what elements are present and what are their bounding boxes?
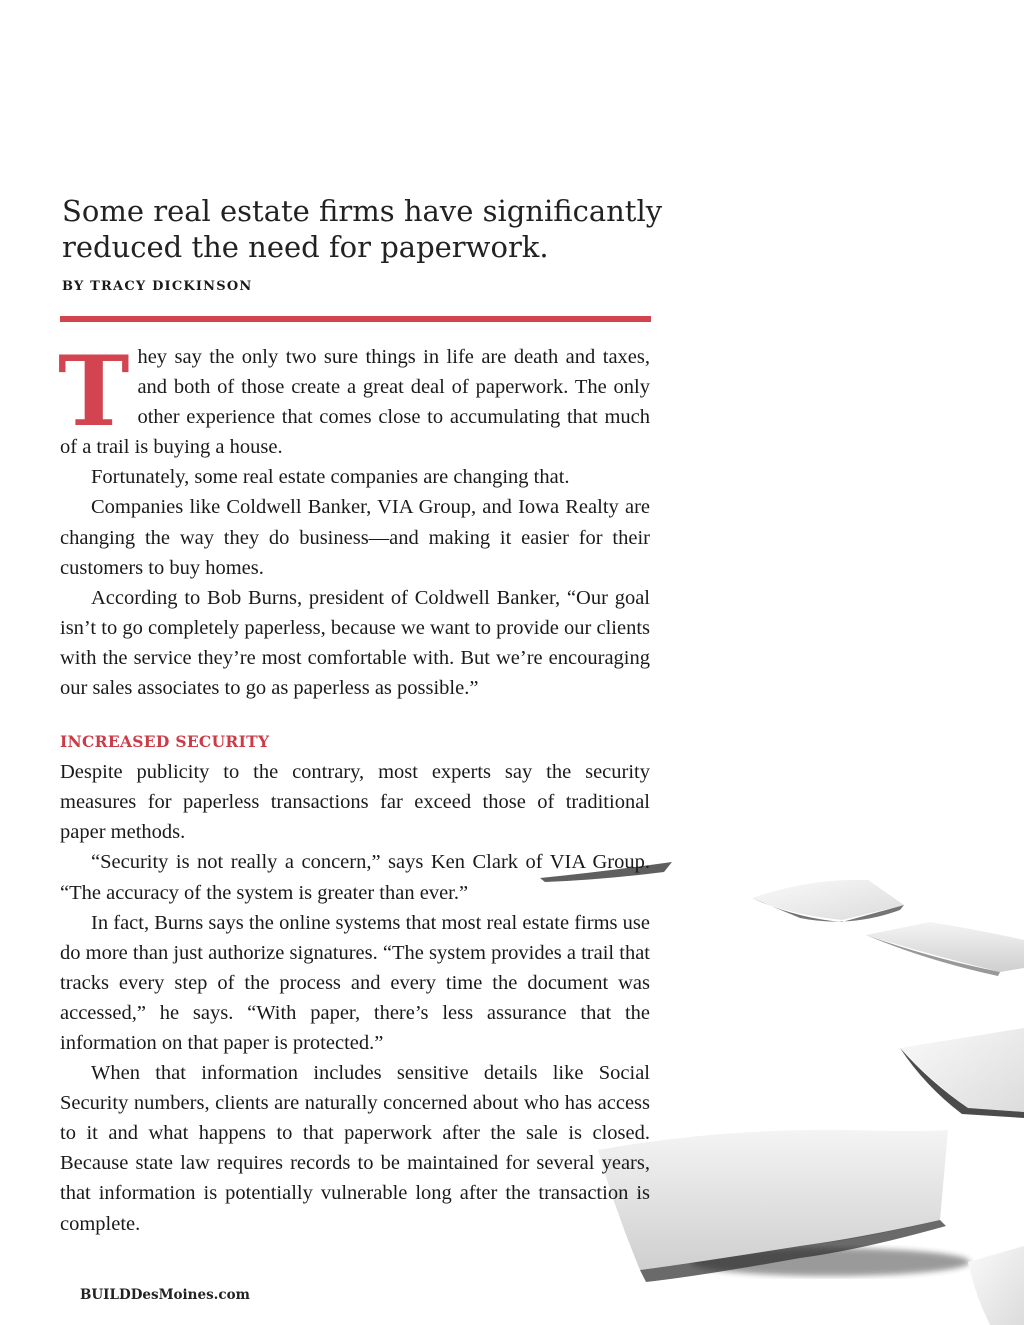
- paper-sheet: [752, 880, 904, 922]
- paragraph-8: When that information includes sensitive details like Social Security numbers, clients are naturally concerned about who has access to it and what happens to that paperwork after the sale is closed. Because state law requires records to be maintained for several years, that information is potentially vulnerable long after the transaction is complete.: [60, 1062, 650, 1235]
- dropcap-letter: T: [58, 335, 130, 448]
- paper-sheet: [866, 922, 1024, 976]
- paper-sheet: [968, 1246, 1024, 1325]
- accent-rule: [60, 316, 651, 322]
- paragraph-3: Companies like Coldwell Banker, VIA Group, and Iowa Realty are changing the way they do business—and making it easier for their customers to buy homes.: [60, 496, 650, 579]
- paragraph-7: In fact, Burns says the online systems that most real estate firms use do more than just authorize signatures. “The system provides a trail that tracks every step of the process and every time the document was accessed,” he says. “With paper, there’s less assurance that the information on that paper is protected.”: [60, 911, 650, 1054]
- section-subhead: INCREASED SECURITY: [60, 732, 270, 752]
- paper-sheet: [900, 1028, 1024, 1118]
- paragraph-6: “Security is not really a concern,” says Ken Clark of VIA Group. “The accuracy of the system is greater than ever.”: [60, 851, 650, 904]
- footer-url: BUILDDesMoines.com: [80, 1287, 250, 1303]
- headline: Some real estate firms have significantly reduced the need for paperwork.: [62, 194, 663, 264]
- paragraph-2: Fortunately, some real estate companies are changing that.: [91, 466, 570, 489]
- article-body: [58, 335, 650, 1239]
- paper-sheet: [598, 1130, 970, 1282]
- byline: BY TRACY DICKINSON: [62, 279, 253, 294]
- paragraph-1: [58, 335, 650, 462]
- paragraph-5: Despite publicity to the contrary, most experts say the security measures for paperless transactions far exceed those of traditional paper methods.: [60, 761, 650, 844]
- paragraph-4: According to Bob Burns, president of Coldwell Banker, “Our goal isn’t to go completely paperless, because we want to provide our clients with the service they’re most comfortable with. But we’re encouraging our sales associates to go as paperless as possible.”: [60, 586, 650, 700]
- paragraph-1-text: hey say the only two sure things in life are death and taxes, and both of those create a great deal of paperwork. The only other experience that comes close to accumulating that much of a trail is buying a house.: [60, 346, 650, 459]
